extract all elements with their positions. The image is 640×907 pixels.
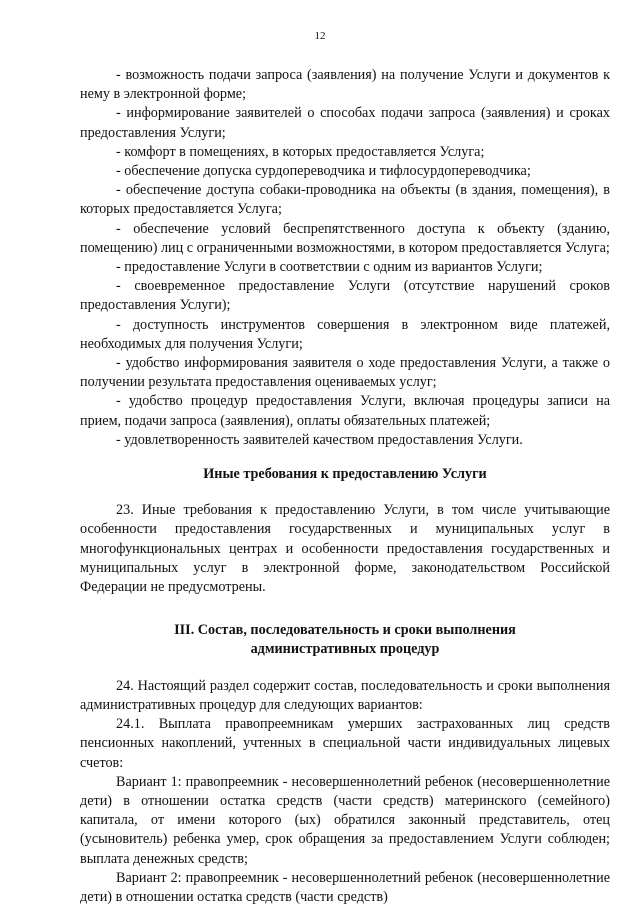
bullet-item: - комфорт в помещениях, в которых предоставляется Услуга; — [116, 143, 485, 160]
bullet-item: - обеспечение допуска сурдопереводчика и тифлосурдопереводчика; — [116, 163, 531, 180]
variant-2: Вариант 2: правопреемник - несовершеннолетний ребенок (несовершеннолетние дети) в отношении остатка средств (части средств) — [80, 869, 610, 905]
bullet-item: - удовлетворенность заявителей качеством предоставления Услуги. — [116, 431, 523, 448]
paragraph-24: 24. Настоящий раздел содержит состав, последовательность и сроки выполнения административных процедур для следующих вариантов: — [80, 677, 610, 713]
variant-1: Вариант 1: правопреемник - несовершеннолетний ребенок (несовершеннолетние дети) в отношении остатка средств (части средств) материнского (семейного) капитала, от имени которого (ых) обратился законный представитель, отец (усыновитель) ребенка умер, срок обращения за предоставлением Услуги соблюден; выплата денежных средств; — [80, 773, 610, 867]
page-number: 12 — [314, 30, 326, 42]
subsection-heading: Иные требования к предоставлению Услуги — [203, 466, 487, 483]
section-heading-line-1: III. Состав, последовательность и сроки выполнения — [174, 622, 516, 639]
paragraph-24-1: 24.1. Выплата правопреемникам умерших застрахованных лиц средств пенсионных накоплений, учтенных в специальной части индивидуальных лицевых счетов: — [80, 716, 610, 771]
bullet-item: - возможность подачи запроса (заявления) на получение Услуги и документов к нему в электронной форме; — [80, 67, 610, 103]
page-content — [80, 66, 610, 907]
bullet-item: - своевременное предоставление Услуги (отсутствие нарушений сроков предоставления Услуги); — [80, 278, 610, 314]
bullet-item: - удобство процедур предоставления Услуги, включая процедуры записи на прием, подачи запроса (заявления), оплаты обязательных платежей; — [80, 393, 610, 429]
bullet-item: - предоставление Услуги в соответствии с одним из вариантов Услуги; — [116, 259, 543, 276]
section-heading-line-2: административных процедур — [250, 641, 440, 658]
bullet-item: - обеспечение доступа собаки-проводника на объекты (в здания, помещения), в которых предоставляется Услуга; — [80, 182, 610, 218]
bullet-item: - доступность инструментов совершения в электронном виде платежей, необходимых для получения Услуги; — [80, 316, 610, 352]
bullet-item: - удобство информирования заявителя о ходе предоставления Услуги, а также о получении результата предоставления оцениваемых услуг; — [80, 355, 610, 391]
bullet-item: - информирование заявителей о способах подачи запроса (заявления) и сроках предоставления Услуги; — [80, 105, 610, 141]
paragraph-23: 23. Иные требования к предоставлению Услуги, в том числе учитывающие особенности предоставления государственных и муниципальных услуг в многофункциональных центрах и особенности предоставления государственных и муниципальных услуг в электронной форме, законодательством Российской Федерации не предусмотрены. — [80, 502, 610, 596]
bullet-item: - обеспечение условий беспрепятственного доступа к объекту (зданию, помещению) лиц с ограниченными возможностями, в котором предоставляется Услуга; — [80, 220, 610, 256]
